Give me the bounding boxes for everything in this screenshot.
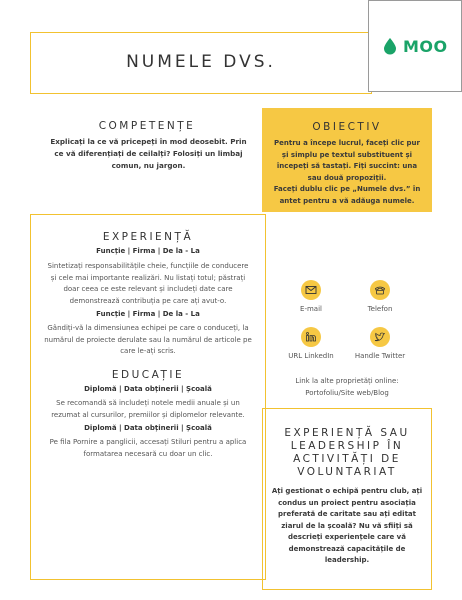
envelope-icon [305,284,317,296]
voluntariat-heading: EXPERIENȚĂ SAU LEADERSHIP ÎN ACTIVITĂȚI DE VOLUNTARIAT [284,427,410,478]
experienta-role[interactable]: Funcție | Firma | De la - La [96,310,200,318]
voluntariat-text[interactable]: Ați gestionat o echipă pentru club, ați condus un proiect pentru asociația preferată de caritate sau ați editat ziarul de la școală? Nu vă sfiiți să descrieți experiențele care vă demonstrează capacitățile de leadership. [271,487,423,564]
educatie-description[interactable]: Pe fila Pornire a panglicii, accesați Stiluri pentru a aplica formatarea necesară cu doar un clic. [49,438,247,458]
linkedin-label[interactable]: URL LinkedIn [288,352,334,360]
email-label[interactable]: E-mail [300,305,322,313]
twitter-label[interactable]: Handle Twitter [354,352,406,360]
moo-drop-icon [381,37,399,55]
online-links-text[interactable]: Link la alte proprietăți online: Portofoliu/Site web/Blog [295,377,399,397]
phone-icon-circle [370,280,390,300]
obiectiv-text[interactable]: Pentru a începe lucrul, faceți clic pur și simplu pe textul substituent și începeți să tastați. Fiți succint: una sau două propoziții. [273,139,420,182]
educatie-heading: EDUCAȚIE [111,369,185,381]
experienta-description[interactable]: Sintetizați responsabilitățile cheie, funcțiile de conducere și cele mai importante realizări. Nu listați totul; păstrați doar ceea ce este relevant și includeți date care demonstrează contribuția pe care ați avut-o. [47,262,249,305]
moo-logo-box [368,0,462,92]
obiectiv-heading: OBIECTIV [312,121,382,133]
educatie-degree[interactable]: Diplomă | Data obținerii | Școală [84,385,212,393]
linkedin-icon-circle [301,327,321,347]
experienta-description[interactable]: Gândiți-vă la dimensiunea echipei pe care o conduceți, la numărul de proiecte derulate sau la numărul de articole pe care le-ați scris. [44,324,252,355]
name-title[interactable]: NUMELE DVS. [126,52,276,72]
moo-logo-text: MOO [403,37,448,56]
educatie-degree[interactable]: Diplomă | Data obținerii | Școală [84,424,212,432]
experienta-role[interactable]: Funcție | Firma | De la - La [96,247,200,255]
phone-label[interactable]: Telefon [367,305,393,313]
experienta-heading: EXPERIENȚĂ [102,231,194,243]
twitter-icon [374,331,386,343]
phone-icon [374,284,386,296]
competente-text[interactable]: Explicați la ce vă pricepeți în mod deosebit. Prin ce vă diferențiați de ceilalți? Folosiți un limbaj comun, nu jargon. [50,137,247,170]
email-icon-circle [301,280,321,300]
competente-heading: COMPETENȚE [98,120,196,132]
obiectiv-instruction[interactable]: Faceți dublu clic pe „Numele dvs.” în antet pentru a vă adăuga numele. [273,185,421,205]
educatie-description[interactable]: Se recomandă să includeți notele medii anuale și un rezumat al cursurilor, premiilor și diplomelor relevante. [51,399,245,419]
linkedin-icon [305,331,317,343]
twitter-icon-circle [370,327,390,347]
